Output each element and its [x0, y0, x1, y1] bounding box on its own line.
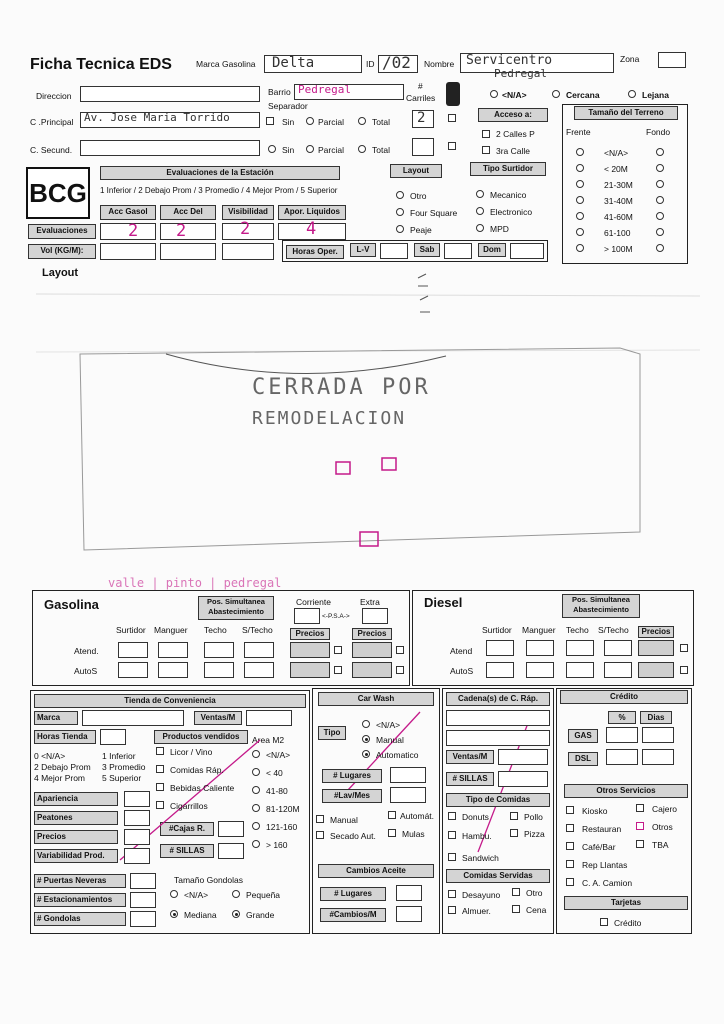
producto-label: Comidas Ráp.: [170, 765, 224, 775]
servicio-tba-check[interactable]: [636, 840, 644, 848]
acceso-2calles-label: 2 Calles P: [496, 129, 535, 139]
producto-check[interactable]: [156, 765, 164, 773]
layout-section-title: Layout: [42, 267, 79, 279]
horas-lv-label: L-V: [350, 243, 376, 257]
comida-donuts-check[interactable]: [448, 812, 456, 820]
gasolina-cell[interactable]: [118, 642, 148, 658]
carwash-automat-check[interactable]: [388, 811, 396, 819]
otros-servicios-title: Otros Servicios: [564, 784, 688, 798]
servicio-rep-llantas-label: Rep Llantas: [582, 860, 628, 870]
proximity-na-label: <N/A>: [502, 90, 527, 100]
servida-desayuno-label: Desayuno: [462, 890, 501, 900]
cambios-aceite-title: Cambios Aceite: [318, 864, 434, 878]
fondo-label: Fondo: [646, 127, 671, 137]
diesel-cell[interactable]: [604, 662, 632, 678]
area-radio[interactable]: [252, 804, 260, 812]
servicio-cafe-label: Café/Bar: [582, 842, 616, 852]
terreno-option-label: 61-100: [604, 228, 631, 238]
acceso-3ra-label: 3ra Calle: [496, 146, 531, 156]
servicio-restauran-label: Restauran: [582, 824, 622, 834]
surtidor-title: Tipo Surtidor: [470, 162, 546, 176]
terreno-frente-radio[interactable]: [576, 148, 584, 156]
terreno-fondo-radio[interactable]: [656, 180, 664, 188]
scale-0: 0 <N/A>: [34, 751, 66, 761]
credito-gas-pct-field[interactable]: [606, 727, 638, 743]
parcial-label: Parcial: [318, 117, 344, 127]
tarjeta-credito-label: Crédito: [614, 918, 642, 928]
total-label-2: Total: [372, 145, 390, 155]
carwash-na-radio[interactable]: [362, 720, 370, 728]
gasolina-precio-extra[interactable]: [352, 642, 392, 658]
row-evaluaciones: Evaluaciones: [28, 224, 96, 239]
direccion-label: Direccion: [36, 91, 72, 101]
tienda-eval-label: Peatones: [34, 811, 118, 825]
diesel-cell[interactable]: [566, 662, 594, 678]
tienda-area-label: Area M2: [252, 735, 285, 745]
layout-option-title: Layout: [390, 164, 442, 178]
servicio-kiosko-check[interactable]: [566, 806, 574, 814]
terreno-frente-radio[interactable]: [576, 212, 584, 220]
gasolina-precio-corriente[interactable]: [290, 662, 330, 678]
area-label: < 40: [266, 768, 283, 778]
carwash-na-label: <N/A>: [376, 720, 401, 730]
diesel-col-manguer: Manguer: [522, 625, 556, 635]
comida-pollo-check[interactable]: [510, 812, 518, 820]
id-value: /02: [382, 53, 411, 72]
gasolina-autos-label: AutoS: [74, 666, 98, 676]
terreno-frente-radio[interactable]: [576, 164, 584, 172]
gasolina-cell[interactable]: [158, 642, 188, 658]
tienda-eval-label: Variabilidad Prod.: [34, 849, 118, 863]
gondolas-mediana-label: Mediana: [184, 910, 217, 920]
terreno-option-label: <N/A>: [604, 148, 629, 158]
terreno-fondo-radio[interactable]: [656, 148, 664, 156]
gondolas-grande-label: Grande: [246, 910, 275, 920]
terreno-frente-radio[interactable]: [576, 180, 584, 188]
producto-label: Bebidas Caliente: [170, 783, 235, 793]
comidas-servidas-title: Comidas Servidas: [446, 869, 550, 883]
col-acc-gasol: Acc Gasol: [100, 205, 156, 220]
servida-almuerzo-label: Almuer.: [462, 906, 491, 916]
servicio-cajero-label: Cajero: [652, 804, 678, 814]
acceso-title: Acceso a:: [478, 108, 548, 122]
producto-check[interactable]: [156, 801, 164, 809]
carriles-hash: #: [418, 81, 423, 91]
servicio-cajero-check[interactable]: [636, 804, 644, 812]
terreno-option-label: > 100M: [604, 244, 633, 254]
layout-peaje-label: Peaje: [410, 225, 432, 235]
diesel-cell[interactable]: [486, 640, 514, 656]
diesel-atend-label: Atend: [450, 646, 473, 656]
tarjetas-title: Tarjetas: [564, 896, 688, 910]
area-radio[interactable]: [252, 822, 260, 830]
servida-otro-label: Otro: [526, 888, 543, 898]
terreno-option-label: 31-40M: [604, 196, 633, 206]
separador-label: Separador: [268, 101, 308, 111]
tienda-eval-field[interactable]: [124, 791, 150, 807]
scale-4: 4 Mejor Prom: [34, 773, 86, 783]
gasolina-col-techo: Techo: [204, 625, 227, 635]
carwash-automatico-radio[interactable]: [362, 750, 370, 758]
carwash-mulas-check[interactable]: [388, 829, 396, 837]
c-principal-label: C .Principal: [30, 117, 74, 127]
horas-dom-label: Dom: [478, 243, 506, 257]
parcial-label-2: Parcial: [318, 145, 344, 155]
terreno-option-label: 41-60M: [604, 212, 633, 222]
terreno-fondo-radio[interactable]: [656, 196, 664, 204]
cadenas-sillas-label: # SILLAS: [446, 772, 494, 786]
diesel-title: Diesel: [424, 595, 463, 610]
terreno-frente-radio[interactable]: [576, 196, 584, 204]
diesel-precio-check[interactable]: [680, 644, 688, 652]
producto-check[interactable]: [156, 747, 164, 755]
marca-value: Delta: [272, 55, 315, 71]
diesel-precio[interactable]: [638, 662, 674, 678]
surtidor-electronico-label: Electronico: [490, 207, 533, 217]
eval-visibilidad-value: 2: [240, 219, 251, 239]
diesel-col-techo: Techo: [566, 625, 589, 635]
gasolina-col-manguer: Manguer: [154, 625, 188, 635]
gasolina-precio-corriente[interactable]: [290, 642, 330, 658]
scale-5: 5 Superior: [102, 773, 142, 783]
gasolina-extra-label: Extra: [360, 597, 380, 607]
credito-dias-label: Dias: [640, 711, 672, 724]
terreno-frente-radio[interactable]: [576, 244, 584, 252]
gasolina-precio-check[interactable]: [334, 646, 342, 654]
cadenas-ventas-label: Ventas/M: [446, 750, 494, 764]
carriles-label: Carriles: [406, 93, 436, 103]
terreno-title: Tamaño del Terreno: [574, 106, 678, 120]
cambios-lugares-field[interactable]: [396, 885, 422, 901]
tienda-sillas-label: # SILLAS: [160, 844, 214, 858]
tienda-productos-label: Productos vendidos: [154, 730, 248, 744]
surtidor-mpd-label: MPD: [490, 224, 509, 234]
bcg-logo: BCG: [26, 167, 90, 219]
nombre-value-1: Servicentro: [466, 53, 553, 68]
diesel-col-stecho: S/Techo: [598, 625, 629, 635]
servida-otro-check[interactable]: [512, 888, 520, 896]
terreno-fondo-radio[interactable]: [656, 228, 664, 236]
carwash-automatico-label: Automatico: [376, 750, 419, 760]
carwash-title: Car Wash: [318, 692, 434, 706]
area-label: 41-80: [266, 786, 288, 796]
comida-donuts-label: Donuts: [462, 812, 489, 822]
carwash-manual-check-label: Manual: [330, 815, 358, 825]
gasolina-title: Gasolina: [44, 597, 99, 612]
servida-cena-check[interactable]: [512, 905, 520, 913]
diesel-pos-button[interactable]: Pos. Simultanea Abastecimiento: [562, 594, 640, 618]
gondolas-pequena-label: Pequeña: [246, 890, 281, 900]
diesel-precio-check[interactable]: [680, 666, 688, 674]
col-visibilidad: Visibilidad: [222, 205, 274, 220]
form-title: Ficha Tecnica EDS: [30, 56, 172, 73]
cambios-cambios-field[interactable]: [396, 906, 422, 922]
credito-pct-label: %: [608, 711, 636, 724]
area-radio[interactable]: [252, 768, 260, 776]
servicio-kiosko-label: Kiosko: [582, 806, 608, 816]
evaluaciones-scale: 1 Inferior / 2 Debajo Prom / 3 Promedio / 4 Mejor Prom / 5 Superior: [100, 186, 338, 195]
terreno-option-label: 21-30M: [604, 180, 633, 190]
gasolina-col-stecho: S/Techo: [242, 625, 273, 635]
producto-label: Cigarrillos: [170, 801, 208, 811]
terreno-fondo-radio[interactable]: [656, 212, 664, 220]
gasolina-precios-2: Precios: [352, 628, 392, 640]
diesel-cell[interactable]: [526, 640, 554, 656]
row-vol: Vol (KG/M):: [28, 244, 96, 259]
carriles-value: 2: [417, 110, 426, 126]
servicio-otros-label: Otros: [652, 822, 673, 832]
carwash-mulas-label: Mulas: [402, 829, 425, 839]
servicio-rep-llantas-check[interactable]: [566, 860, 574, 868]
eval-acc-gasol-value: 2: [128, 221, 139, 241]
gasolina-precios-1: Precios: [290, 628, 330, 640]
barrio-value: Pedregal: [298, 83, 351, 96]
c-secund-label: C. Secund.: [30, 145, 73, 155]
comida-sandwich-check[interactable]: [448, 853, 456, 861]
scale-3: 3 Promedio: [102, 762, 146, 772]
carwash-automat-check-label: Automát.: [400, 811, 435, 821]
credito-dsl-dias-field[interactable]: [642, 749, 674, 765]
carwash-manual-label: Manual: [376, 735, 404, 745]
servida-almuerzo-check[interactable]: [448, 906, 456, 914]
nombre-value-2: Pedregal: [494, 67, 547, 80]
gasolina-col-surtidor: Surtidor: [116, 625, 146, 635]
terreno-fondo-radio[interactable]: [656, 244, 664, 252]
marca-label: Marca Gasolina: [196, 59, 256, 69]
comida-sandwich-label: Sandwich: [462, 853, 499, 863]
gasolina-cell[interactable]: [158, 662, 188, 678]
sin-label: Sin: [282, 117, 295, 127]
horas-sab-label: Sab: [414, 243, 440, 257]
diesel-col-surtidor: Surtidor: [482, 625, 512, 635]
gasolina-cell[interactable]: [204, 662, 234, 678]
servicio-camion-label: C. A. Camion: [582, 878, 633, 888]
carwash-secado-check[interactable]: [316, 831, 324, 839]
credito-dsl-label: DSL: [568, 752, 598, 766]
servida-cena-label: Cena: [526, 905, 547, 915]
tam-gondolas-label: Tamaño Gondolas: [174, 875, 243, 885]
id-label: ID: [366, 59, 375, 69]
proximity-lejana-label: Lejana: [642, 90, 669, 100]
tienda-estacionamientos-label: # Estacionamientos: [34, 893, 126, 907]
tienda-eval-field[interactable]: [124, 810, 150, 826]
carwash-lavmes-label: #Lav/Mes: [322, 789, 382, 803]
servicio-camion-check[interactable]: [566, 878, 574, 886]
gasolina-cell[interactable]: [118, 662, 148, 678]
eval-acc-del-value: 2: [176, 221, 187, 241]
frente-label: Frente: [566, 127, 591, 137]
comida-hambu-check[interactable]: [448, 831, 456, 839]
gasolina-pos-button[interactable]: Pos. Simultanea Abastecimiento: [198, 596, 274, 620]
carwash-lavmes-field[interactable]: [390, 787, 426, 803]
tienda-eval-label: Apariencia: [34, 792, 118, 806]
col-apor-liquidos: Apor. Liquidos: [278, 205, 346, 220]
credito-gas-label: GAS: [568, 729, 598, 743]
gasolina-psa-label: <-P.S.A->: [322, 613, 350, 620]
area-label: <N/A>: [266, 750, 291, 760]
comida-pollo-label: Pollo: [524, 812, 543, 822]
servicio-otros-check[interactable]: [636, 822, 644, 830]
servicio-tba-label: TBA: [652, 840, 669, 850]
cambios-lugares-label: # Lugares: [320, 887, 386, 901]
gasolina-precio-check[interactable]: [334, 666, 342, 674]
diesel-cell[interactable]: [486, 662, 514, 678]
tarjeta-credito-check[interactable]: [600, 918, 608, 926]
area-radio[interactable]: [252, 840, 260, 848]
credito-title: Crédito: [560, 690, 688, 704]
producto-check[interactable]: [156, 783, 164, 791]
sin-label-2: Sin: [282, 145, 295, 155]
servicio-restauran-check[interactable]: [566, 824, 574, 832]
horas-label: Horas Oper.: [286, 245, 344, 259]
diesel-precio[interactable]: [638, 640, 674, 656]
cadenas-sillas-field[interactable]: [498, 771, 548, 787]
tienda-eval-field[interactable]: [124, 848, 150, 864]
servida-desayuno-check[interactable]: [448, 890, 456, 898]
layout-note-line2: REMODELACION: [252, 408, 407, 429]
barrio-label: Barrio: [268, 87, 291, 97]
gasolina-atend-label: Atend.: [74, 646, 99, 656]
gondolas-na-label: <N/A>: [184, 890, 209, 900]
surtidor-mecanico-label: Mecanico: [490, 190, 527, 200]
diesel-cell[interactable]: [604, 640, 632, 656]
terreno-frente-radio[interactable]: [576, 228, 584, 236]
gasolina-extra-check[interactable]: [396, 666, 404, 674]
tienda-marca-label: Marca: [34, 711, 78, 725]
nombre-label: Nombre: [424, 59, 455, 69]
carwash-manual-radio[interactable]: [362, 735, 370, 743]
carwash-lugares-field[interactable]: [390, 767, 426, 783]
terreno-option-label: < 20M: [604, 164, 628, 174]
carwash-tipo-label: Tipo: [318, 726, 346, 740]
gasolina-cell[interactable]: [244, 662, 274, 678]
terreno-fondo-radio[interactable]: [656, 164, 664, 172]
gasolina-cell[interactable]: [244, 642, 274, 658]
zona-label: Zona: [620, 54, 640, 64]
gasolina-cell[interactable]: [204, 642, 234, 658]
tienda-puertas-label: # Puertas Neveras: [34, 874, 126, 888]
scale-1: 1 Inferior: [102, 751, 136, 761]
credito-gas-dias-field[interactable]: [642, 727, 674, 743]
diesel-cell[interactable]: [566, 640, 594, 656]
comida-pizza-check[interactable]: [510, 829, 518, 837]
area-radio[interactable]: [252, 750, 260, 758]
area-radio[interactable]: [252, 786, 260, 794]
cadenas-ventas-field[interactable]: [498, 749, 548, 765]
tienda-eval-label: Precios: [34, 830, 118, 844]
col-acc-del: Acc Del: [160, 205, 216, 220]
cadenas-field-2[interactable]: [446, 730, 550, 746]
diesel-cell[interactable]: [526, 662, 554, 678]
diesel-autos-label: AutoS: [450, 666, 474, 676]
carwash-manual-check[interactable]: [316, 815, 324, 823]
cambios-cambios-label: #Cambios/M: [320, 908, 386, 922]
gasolina-precio-extra[interactable]: [352, 662, 392, 678]
tienda-title: Tienda de Conveniencia: [34, 694, 306, 708]
servicio-cafe-check[interactable]: [566, 842, 574, 850]
comida-hambu-label: Hambu.: [462, 831, 492, 841]
layout-note-line1: CERRADA POR: [252, 375, 431, 400]
credito-dsl-pct-field[interactable]: [606, 749, 638, 765]
total-label: Total: [372, 117, 390, 127]
evaluaciones-title: Evaluaciones de la Estación: [100, 166, 340, 180]
tienda-cajas-label: #Cajas R.: [160, 822, 214, 836]
area-label: 121-160: [266, 822, 298, 832]
layout-bottom-scribble: valle | pinto | pedregal: [108, 576, 282, 590]
proximity-cercana-label: Cercana: [566, 90, 600, 100]
tipo-comidas-title: Tipo de Comidas: [446, 793, 550, 807]
comida-pizza-label: Pizza: [524, 829, 545, 839]
tienda-gondolas-label: # Gondolas: [34, 912, 126, 926]
layout-otro-label: Otro: [410, 191, 427, 201]
area-label: > 160: [266, 840, 288, 850]
gasolina-extra-check[interactable]: [396, 646, 404, 654]
diesel-precios: Precios: [638, 626, 674, 638]
eval-apor-liquidos-value: 4: [306, 219, 317, 239]
scale-2: 2 Debajo Prom: [34, 762, 91, 772]
gasolina-corriente-label: Corriente: [296, 597, 331, 607]
producto-label: Licor / Vino: [170, 747, 213, 757]
cadenas-field-1[interactable]: [446, 710, 550, 726]
tienda-eval-field[interactable]: [124, 829, 150, 845]
tienda-horas-label: Horas Tienda: [34, 730, 96, 744]
cadenas-title: Cadena(s) de C. Ráp.: [446, 692, 550, 706]
layout-four-square-label: Four Square: [410, 208, 458, 218]
area-label: 81-120M: [266, 804, 300, 814]
c-principal-value: Av. Jose Maria Torrido: [84, 111, 230, 124]
carwash-secado-label: Secado Aut.: [330, 831, 376, 841]
carwash-lugares-label: # Lugares: [322, 769, 382, 783]
tienda-ventas-label: Ventas/M: [194, 711, 242, 725]
